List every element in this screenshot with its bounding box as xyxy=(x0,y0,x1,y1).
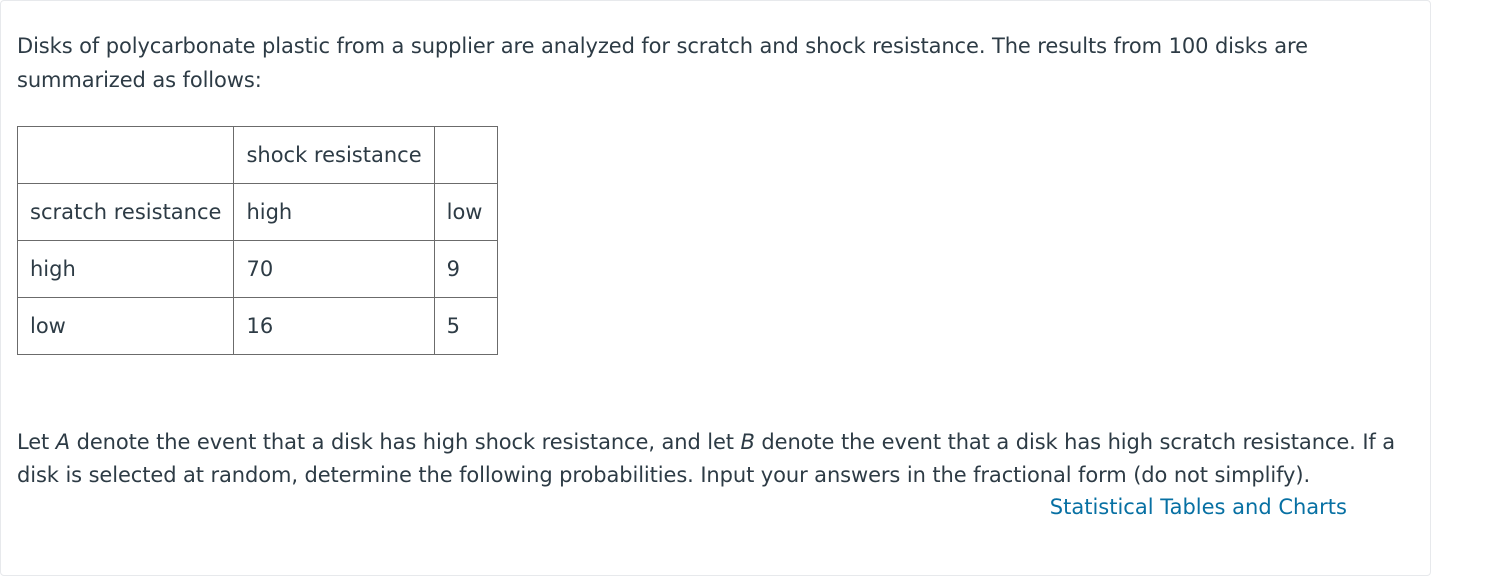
event-a-variable: A xyxy=(55,430,71,454)
event-b-variable: B xyxy=(740,430,755,454)
table-cell: low xyxy=(434,184,497,241)
statistical-tables-link[interactable]: Statistical Tables and Charts xyxy=(1049,495,1347,519)
table-cell: 70 xyxy=(234,241,434,298)
table-cell: high xyxy=(18,241,234,298)
table-row xyxy=(18,184,498,241)
question-text-part: Let xyxy=(17,430,56,454)
contingency-table xyxy=(17,126,498,355)
table-row xyxy=(18,298,498,355)
question-text xyxy=(17,426,1417,492)
table-header-row xyxy=(18,127,498,184)
table-cell: 9 xyxy=(434,241,497,298)
table-row xyxy=(18,241,498,298)
question-text-part: denote the event that a disk has high shock resistance, and let xyxy=(70,430,741,454)
question-text-part: denote the event that a disk has high scratch resistance. If a disk is selected at random, determine the following probabilities. Input your answers in the fractional form (do not simplify). xyxy=(17,430,1396,487)
table-cell xyxy=(18,127,234,184)
table-cell: high xyxy=(234,184,434,241)
table-cell xyxy=(434,127,497,184)
table-cell: 16 xyxy=(234,298,434,355)
table-cell: 5 xyxy=(434,298,497,355)
table-cell: shock resistance xyxy=(234,127,434,184)
table-cell: low xyxy=(18,298,234,355)
intro-text: Disks of polycarbonate plastic from a supplier are analyzed for scratch and shock resistance. The results from 100 disks are summarized as follows: xyxy=(17,34,1308,92)
table-cell: scratch resistance xyxy=(18,184,234,241)
